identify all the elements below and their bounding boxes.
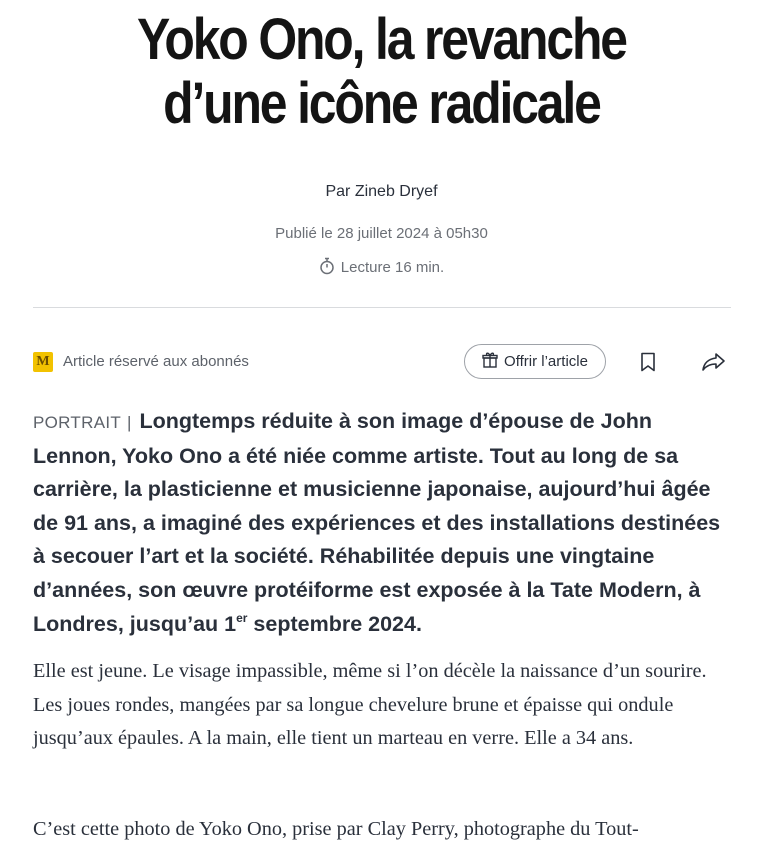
- lead-superscript: er: [236, 610, 248, 625]
- subscriber-only-label: Article réservé aux abonnés: [63, 353, 249, 370]
- lead-text: Longtemps réduite à son image d’épouse de John Lennon, Yoko Ono a été niée comme artiste. Tout au long de sa carrière, la plasticienne et musicienne japonaise, aujourd’hui âgée de 91 ans, a imaginé des expériences et des installations destinées à secouer l’art et la société. Réhabilitée depuis une vingtaine d’années, son œuvre protéiforme est exposée à la Tate Modern, à Londres, jusqu’au 1: [33, 409, 721, 636]
- lead-text-end: septembre 2024.: [247, 611, 422, 636]
- reading-time: [0, 257, 763, 279]
- stopwatch-icon: [319, 257, 335, 279]
- headline-line-2: d’une icône radicale: [163, 71, 600, 136]
- article-paragraph: Elle est jeune. Le visage impassible, même si l’on décèle la naissance d’un sourire. Les joues rondes, mangées par sa longue chevelure brune et épaisse qui ondule jusqu’aux épaules. A la main, elle tient un marteau en verre. Elle a 34 ans.: [33, 660, 707, 750]
- author-byline[interactable]: Par Zineb Dryef: [325, 183, 438, 200]
- article-lead: [33, 405, 733, 641]
- article-headline: [53, 8, 709, 136]
- subscription-toolbar: [33, 343, 731, 383]
- gift-article-label: Offrir l’article: [504, 353, 588, 370]
- publication-date: Publié le 28 juillet 2024 à 05h30: [275, 225, 488, 242]
- headline-line-1: Yoko Ono, la revanche: [136, 7, 626, 72]
- header-divider: [33, 307, 731, 308]
- article-category-tag[interactable]: PORTRAIT: [33, 413, 122, 432]
- category-separator: |: [127, 413, 132, 432]
- article-paragraph: C’est cette photo de Yoko Ono, prise par Clay Perry, photographe du Tout-: [33, 818, 639, 840]
- gift-article-button[interactable]: [464, 344, 606, 379]
- reading-time-label: Lecture 16 min.: [340, 259, 445, 276]
- subscriber-badge-icon: M: [33, 352, 53, 372]
- share-arrow-icon[interactable]: [701, 351, 727, 373]
- gift-icon: [482, 351, 498, 372]
- bookmark-icon[interactable]: [637, 351, 659, 373]
